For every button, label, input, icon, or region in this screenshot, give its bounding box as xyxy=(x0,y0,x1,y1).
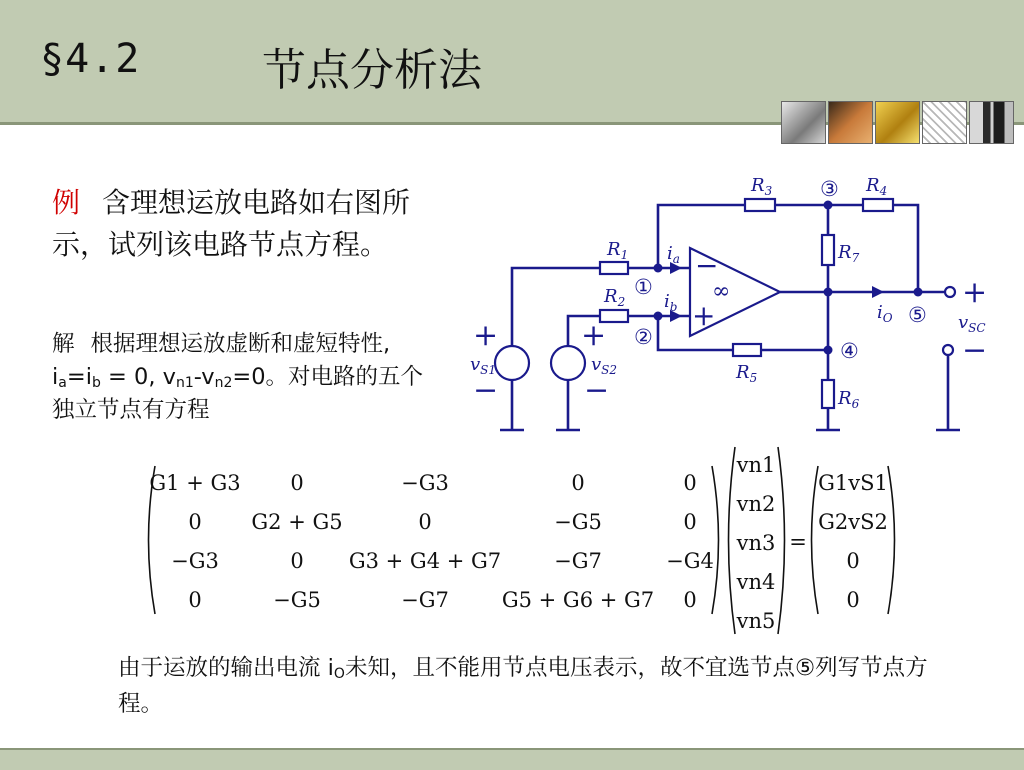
vs2-plus: + xyxy=(581,318,607,353)
vsc-minus: − xyxy=(962,333,988,368)
source-vs2 xyxy=(551,346,585,380)
conclusion-note xyxy=(118,650,958,722)
note-part: 由于运放的输出电流 i xyxy=(118,655,334,681)
op-amp-plus-input: + xyxy=(692,299,716,332)
vn1-sub: n1 xyxy=(175,375,194,391)
node-1-dot xyxy=(654,264,663,273)
rhs-cell: G2vS2 xyxy=(818,510,888,534)
io-label: $i_O$ xyxy=(877,302,893,325)
eq-part: =i xyxy=(66,364,92,390)
eq-part: = 0, v xyxy=(100,364,176,390)
matrix-right-paren xyxy=(712,466,719,614)
matrix-cell: G5 + G6 + G7 xyxy=(501,588,655,612)
matrix-cell: 0 xyxy=(683,471,697,495)
ib-sub: b xyxy=(91,375,101,391)
r4-label-sub: 4 xyxy=(879,184,888,198)
r6-label: $R_6$ xyxy=(838,388,860,411)
matrix-cell: −G3 xyxy=(171,549,219,573)
r7-label-sub: 7 xyxy=(851,251,860,265)
vs2-label: $v_{S2}$ xyxy=(591,354,618,377)
vs1-minus: − xyxy=(473,373,499,408)
node-2-label: ② xyxy=(634,325,653,349)
matrix-cell: 0 xyxy=(290,471,304,495)
vector-right-paren xyxy=(778,447,785,634)
solution-line: 根据理想运放虚断和虚短特性, xyxy=(90,331,391,357)
op-amp-gain: ∞ xyxy=(712,279,731,304)
vs2-label-sub: S2 xyxy=(601,363,618,377)
eq-part: -v xyxy=(193,364,215,390)
ia-symbol: i xyxy=(52,364,59,390)
output-terminal-minus xyxy=(943,345,953,355)
io-label-sub: O xyxy=(882,311,893,325)
resistor-r4 xyxy=(863,199,893,211)
r2-label-sub: 2 xyxy=(617,295,626,309)
eq-part: =0。对电路的五个独立节点有方程 xyxy=(52,364,424,423)
matrix-cell: G2 + G5 xyxy=(251,510,343,534)
rhs-cell: 0 xyxy=(846,588,860,612)
vector-cell: vn2 xyxy=(736,492,776,516)
matrix-cell: 0 xyxy=(188,588,202,612)
ia-label-sub: a xyxy=(672,252,680,266)
r3-label-sub: 3 xyxy=(764,184,773,198)
op-amp-minus-input: − xyxy=(695,249,719,282)
matrix-cell: 0 xyxy=(418,510,432,534)
r1-label: $R_1$ xyxy=(607,239,629,262)
rhs-left-paren xyxy=(812,466,819,614)
source-vs1 xyxy=(495,346,529,380)
slide-footer-band xyxy=(0,748,1024,770)
node-1-label: ① xyxy=(634,275,653,299)
rhs-cell: G1vS1 xyxy=(818,471,888,495)
resistor-r3 xyxy=(745,199,775,211)
rhs-right-paren xyxy=(888,466,895,614)
vs1-plus: + xyxy=(473,318,499,353)
vsc-label: $v_{SC}$ xyxy=(958,312,986,335)
r3-label: $R_3$ xyxy=(751,175,773,198)
ia-label: $i_a$ xyxy=(667,243,680,266)
matrix-cell: 0 xyxy=(683,510,697,534)
r2-label: $R_2$ xyxy=(604,286,626,309)
vector-cell: vn4 xyxy=(736,570,776,594)
node-5-dot xyxy=(914,288,923,297)
vsc-label-sub: SC xyxy=(968,321,986,335)
vector-cell: vn5 xyxy=(736,609,776,633)
matrix-cell: G1 + G3 xyxy=(149,471,241,495)
output-junction-dot xyxy=(824,288,833,297)
example-label: 例 xyxy=(52,186,81,219)
vn2-sub: n2 xyxy=(214,375,233,391)
node-3-label: ③ xyxy=(820,177,839,201)
section-number: §4.2 xyxy=(40,36,141,82)
resistor-r6 xyxy=(822,380,834,408)
example-text: 含理想运放电路如右图所示，试列该电路节点方程。 xyxy=(52,186,411,261)
matrix-cell: −G7 xyxy=(401,588,449,612)
matrix-cell: 0 xyxy=(683,588,697,612)
r7-label: $R_7$ xyxy=(838,242,860,265)
wire xyxy=(893,205,918,292)
r1-label-sub: 1 xyxy=(620,248,629,262)
slide-title: 节点分析法 xyxy=(262,45,482,96)
output-terminal-plus xyxy=(945,287,955,297)
r5-label: $R_5$ xyxy=(736,362,758,385)
solution-label: 解 xyxy=(52,331,75,357)
ib-label-sub: b xyxy=(669,300,678,314)
resistor-r7 xyxy=(822,235,834,265)
ia-sub: a xyxy=(58,375,67,391)
matrix-cell: −G3 xyxy=(401,471,449,495)
vsc-plus: + xyxy=(962,275,988,310)
node-5-label: ⑤ xyxy=(908,303,927,327)
vs1-label: $v_{S1}$ xyxy=(470,354,497,377)
matrix-cell: −G5 xyxy=(273,588,321,612)
note-part: 未知，且不能用节点电压表示，故不宜选节点⑤列写节点方程。 xyxy=(118,655,928,717)
matrix-cell: G3 + G4 + G7 xyxy=(348,549,502,573)
r5-label-sub: 5 xyxy=(749,371,758,385)
r4-label: $R_4$ xyxy=(866,175,888,198)
vs1-label-sub: S1 xyxy=(480,363,497,377)
circuit-diagram xyxy=(470,175,987,430)
vs2-minus: − xyxy=(584,373,610,408)
r6-label-sub: 6 xyxy=(851,397,860,411)
matrix-cell: −G5 xyxy=(554,510,602,534)
matrix-cell: 0 xyxy=(290,549,304,573)
matrix-cell: 0 xyxy=(188,510,202,534)
node-4-label: ④ xyxy=(840,339,859,363)
vector-cell: vn1 xyxy=(736,453,776,477)
node-4-dot xyxy=(824,346,833,355)
matrix-cell: 0 xyxy=(571,471,585,495)
note-sub: O xyxy=(333,666,345,682)
matrix-cell: −G7 xyxy=(554,549,602,573)
rhs-cell: 0 xyxy=(846,549,860,573)
resistor-r5 xyxy=(733,344,761,356)
node-3-dot xyxy=(824,201,833,210)
matrix-cell: −G4 xyxy=(666,549,714,573)
ib-label: $i_b$ xyxy=(664,291,678,314)
io-arrow-icon xyxy=(872,286,884,298)
node-equation-matrix xyxy=(149,447,895,634)
node-2-dot xyxy=(654,312,663,321)
equals-sign: = xyxy=(789,530,807,554)
vector-left-paren xyxy=(729,447,736,634)
vector-cell: vn3 xyxy=(736,531,776,555)
resistor-r1 xyxy=(600,262,628,274)
